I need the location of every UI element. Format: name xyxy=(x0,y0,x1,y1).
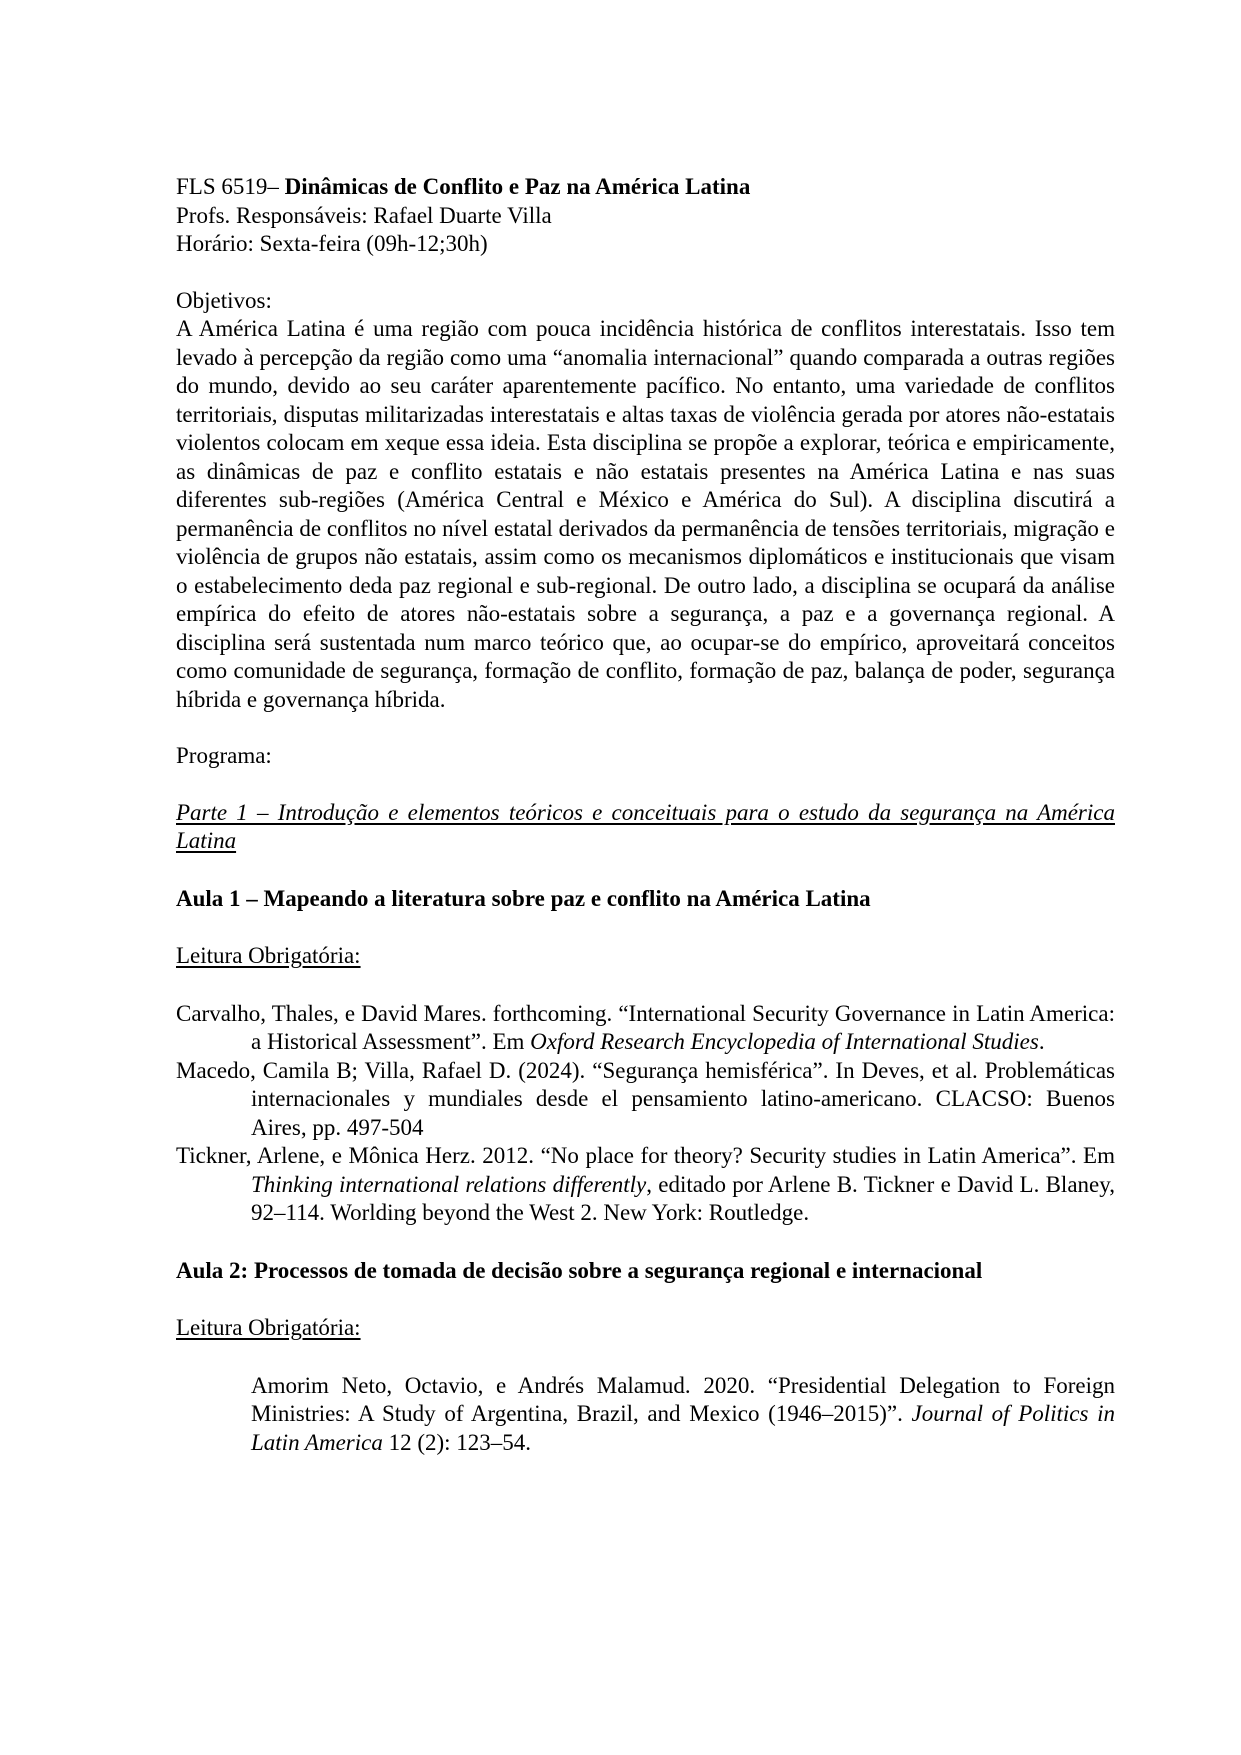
reference-item: Carvalho, Thales, e David Mares. forthcoming. “International Security Governance in Latin America: a Historical Assessment”. Em Oxford Research Encyclopedia of International Studies. xyxy=(176,1000,1115,1054)
programa-heading: Programa: xyxy=(176,743,272,768)
schedule-line: Horário: Sexta-feira (09h-12;30h) xyxy=(176,231,488,256)
objetivos-body: A América Latina é uma região com pouca incidência histórica de conflitos interestatais. Isso tem levado à percepção da região como uma “anomalia internacional” quando comparada a outras regiões do mundo, devido ao seu caráter aparentemente pacífico. No entanto, uma variedade de conflitos territoriais, disputas militarizadas interestatais e altas taxas de violência gerada por atores não-estatais violentos colocam em xeque essa ideia. Esta disciplina se propõe a explorar, teórica e empiricamente, as dinâmicas de paz e conflito estatais e não estatais presentes na América Latina e nas suas diferentes sub-regiões (América Central e México e América do Sul). A disciplina discutirá a permanência de conflitos no nível estatal derivados da permanência de tensões territoriais, migração e violência de grupos não estatais, assim como os mecanismos diplomáticos e institucionais que visam o estabelecimento deda paz regional e sub-regional. De outro lado, a disciplina se ocupará da análise empírica do efeito de atores não-estatais sobre a segurança, a paz e a governança regional. A disciplina será sustentada num marco teórico que, ao ocupar-se do empírico, aproveitará conceitos como comunidade de segurança, formação de conflito, formação de paz, balança de poder, segurança híbrida e governança híbrida. xyxy=(176,316,1115,712)
aula1-references xyxy=(176,1000,1115,1228)
document-page xyxy=(176,173,1115,1457)
aula1-reading-heading: Leitura Obrigatória: xyxy=(176,943,361,968)
aula2-reading-heading: Leitura Obrigatória: xyxy=(176,1315,361,1340)
part1-title: Parte 1 – Introdução e elementos teóricos e conceituais para o estudo da segurança na América Latina xyxy=(176,799,1115,853)
course-heading xyxy=(176,173,1115,202)
aula2-title: Aula 2: Processos de tomada de decisão sobre a segurança regional e internacional xyxy=(176,1257,983,1283)
course-code: FLS 6519– xyxy=(176,174,285,199)
course-title: Dinâmicas de Conflito e Paz na América Latina xyxy=(284,174,751,199)
professors-line: Profs. Responsáveis: Rafael Duarte Villa xyxy=(176,202,552,228)
reference-item: Tickner, Arlene, e Mônica Herz. 2012. “No place for theory? Security studies in Latin America”. Em Thinking international relations differently, editado por Arlene B. Tickner e David L. Blaney, 92–114. Worlding beyond the West 2. New York: Routledge. xyxy=(176,1143,1115,1225)
aula2-references xyxy=(176,1372,1115,1458)
reference-item: Macedo, Camila B; Villa, Rafael D. (2024). “Segurança hemisférica”. In Deves, et al. Problemáticas internacionales y mundiales desde el pensamiento latino-americano. CLACSO: Buenos Aires, pp. 497-504 xyxy=(176,1057,1115,1140)
reference-item: Amorim Neto, Octavio, e Andrés Malamud. 2020. “Presidential Delegation to Foreign Ministries: A Study of Argentina, Brazil, and Mexico (1946–2015)”. Journal of Politics in Latin America 12 (2): 123–54. xyxy=(251,1372,1115,1455)
objetivos-heading: Objetivos: xyxy=(176,287,272,313)
aula1-title: Aula 1 – Mapeando a literatura sobre paz e conflito na América Latina xyxy=(176,885,871,911)
